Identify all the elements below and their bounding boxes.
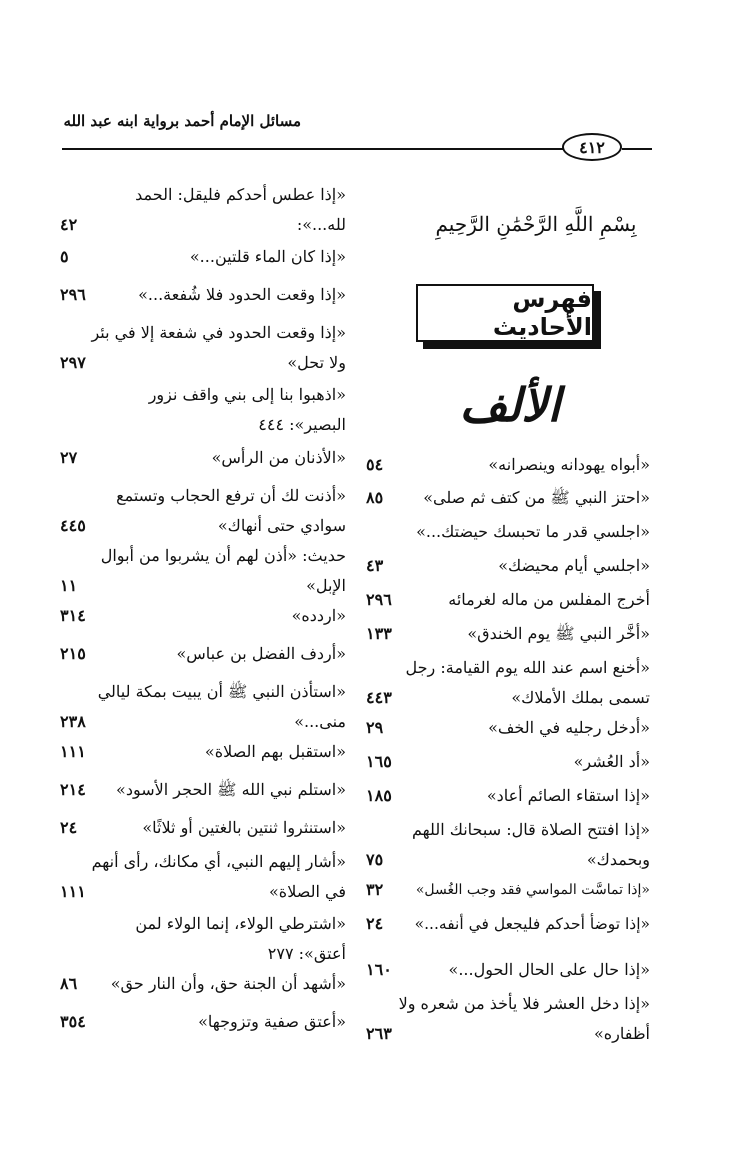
entry-text-continued: لله...»:: [296, 215, 346, 234]
entry-page-number: ٤٤٥: [60, 516, 86, 535]
entry-text: «اجلسي قدر ما تحبسك حيضتك...»: [416, 522, 650, 541]
entry-page-number: ٢٣٨: [60, 712, 86, 731]
entry-page-number: ٤٣: [366, 556, 384, 575]
index-entry: [60, 813, 346, 843]
index-entry: [366, 955, 650, 985]
entry-page-number: ١١: [60, 576, 78, 595]
entry-page-number: ١٦٥: [366, 752, 392, 771]
entry-page-number: ٥: [60, 247, 69, 266]
index-entry: [366, 747, 650, 777]
basmala: بِسْمِ اللَّهِ الرَّحْمَٰنِ الرَّحِيمِ: [435, 212, 637, 236]
index-title: فهرس الأحاديث: [416, 284, 594, 342]
index-entry: [366, 875, 650, 905]
index-entry: [60, 969, 346, 999]
entry-text-continued: في الصلاة»: [269, 882, 346, 901]
entry-text-continued: ولا تحل»: [287, 353, 346, 372]
entry-text: «استلم نبي الله ﷺ الحجر الأسود»: [116, 780, 346, 799]
entry-text: «إذا دخل العشر فلا يأخذ من شعره ولا: [398, 994, 650, 1013]
entry-page-number: ٣٢: [366, 880, 384, 899]
entry-text: «أشهد أن الجنة حق، وأن النار حق»: [110, 974, 346, 993]
entry-page-number: ٢٦٣: [366, 1024, 392, 1043]
entry-page-number: ٨٥: [366, 488, 384, 507]
entry-page-number: ٢١٥: [60, 644, 86, 663]
entry-text: «أشار إليهم النبي، أي مكانك، رأى أنهم: [91, 852, 346, 871]
entry-text: «اردده»: [291, 606, 346, 625]
header-rule: [62, 148, 564, 150]
entry-page-number: ٣٥٤: [60, 1012, 86, 1031]
entry-text: «إذا كان الماء قلتين...»: [189, 247, 346, 266]
index-entry: [60, 242, 346, 272]
index-entry: [366, 653, 650, 707]
index-entry: [366, 585, 650, 615]
index-entry: [366, 781, 650, 811]
index-entry: [366, 713, 650, 743]
index-entry: [366, 551, 650, 581]
entry-text: أخرج المفلس من ماله لغرمائه: [448, 590, 650, 609]
index-entry: [60, 775, 346, 805]
entry-text: «احتز النبي ﷺ من كتف ثم صلى»: [423, 488, 650, 507]
entry-text-continued: أظفاره»: [593, 1024, 650, 1043]
entry-text-continued: منى...»: [294, 712, 346, 731]
entry-page-number: ١١١: [60, 742, 86, 761]
running-title: مسائل الإمام أحمد برواية ابنه عبد الله: [63, 112, 301, 130]
index-entry: [366, 517, 650, 547]
entry-text-continued: تسمى بملك الأملاك»: [511, 688, 650, 707]
entry-text: «أردف الفضل بن عباس»: [176, 644, 346, 663]
entry-text-continued: الإبل»: [306, 576, 346, 595]
entry-page-number: ٤٤٣: [366, 688, 392, 707]
entry-page-number: ٢٩: [366, 718, 384, 737]
index-entry: [60, 847, 346, 901]
index-entry: [60, 443, 346, 473]
entry-text: «أد العُشر»: [573, 752, 650, 771]
entry-page-number: ٢٩٧: [60, 353, 86, 372]
entry-page-number: ٣١٤: [60, 606, 86, 625]
entry-page-number: ٨٦: [60, 974, 78, 993]
index-entry: [60, 677, 346, 731]
entry-text: «إذا توضأ أحدكم فليجعل في أنفه...»: [414, 915, 650, 933]
entry-text: حديث: «أذن لهم أن يشربوا من أبوال: [100, 546, 346, 565]
index-entry: [60, 909, 346, 963]
entry-text: «إذا استقاء الصائم أعاد»: [486, 786, 650, 805]
entry-text: «أذنت لك أن ترفع الحجاب وتستمع: [116, 486, 346, 505]
entry-text: «إذا وقعت الحدود في شفعة إلا في بئر: [91, 323, 346, 342]
entry-page-number: ١٦٠: [366, 960, 392, 979]
entry-page-number: ٢٤: [60, 818, 78, 837]
entry-text-continued: سوادي حتى أنهاك»: [217, 516, 346, 535]
entry-page-number: ١٣٣: [366, 624, 392, 643]
entry-text: «اجلسي أيام محيضك»: [498, 556, 650, 575]
entry-page-number: ٢١٤: [60, 780, 86, 799]
entry-page-number: ١٨٥: [366, 786, 392, 805]
index-entry: [366, 909, 650, 939]
entry-page-number: ٢٩٦: [366, 590, 392, 609]
entry-text: «إذا افتتح الصلاة قال: سبحانك اللهم: [412, 820, 650, 839]
index-entry: [60, 380, 346, 434]
entry-page-number: ٧٥: [366, 850, 384, 869]
entry-text: «أخَّر النبي ﷺ يوم الخندق»: [467, 624, 650, 643]
entry-text-continued: وبحمدك»: [586, 850, 650, 869]
entry-text: «اشترطي الولاء، إنما الولاء لمن: [135, 914, 346, 933]
index-entry: [60, 481, 346, 535]
entry-text: «أخنع اسم عند الله يوم القيامة: رجل: [405, 658, 650, 677]
index-entry: [366, 989, 650, 1043]
entry-page-number: ١١١: [60, 882, 86, 901]
entry-text: «الأذنان من الرأس»: [211, 448, 346, 467]
entry-text: «استقبل بهم الصلاة»: [204, 742, 346, 761]
index-entry: [60, 541, 346, 595]
index-entry: [366, 483, 650, 513]
entry-text: «استأذن النبي ﷺ أن يبيت بمكة ليالي: [97, 682, 346, 701]
entry-page-number: ٥٤: [366, 455, 384, 474]
index-entry: [60, 318, 346, 372]
index-entry: [60, 737, 346, 767]
entry-text: «اذهبوا بنا إلى بني واقف نزور: [148, 385, 346, 404]
entry-page-number: ٢٩٦: [60, 285, 86, 304]
entry-text: «إذا عطس أحدكم فليقل: الحمد: [135, 185, 346, 204]
section-heading: الألف: [459, 378, 561, 432]
entry-text-continued: أعتق»: ٢٧٧: [267, 944, 346, 963]
entry-page-number: ٢٤: [366, 914, 384, 933]
header-rule-right: [622, 148, 652, 150]
entry-text: «إذا تماسَّت المواسي فقد وجب الغُسل»: [415, 882, 650, 898]
index-entry: [366, 619, 650, 649]
index-entry: [60, 280, 346, 310]
entry-text: «إذا وقعت الحدود فلا شُفعة...»: [138, 285, 346, 304]
entry-text: «أعتق صفية وتزوجها»: [198, 1012, 346, 1031]
index-entry: [60, 1007, 346, 1037]
entry-text: «أدخل رجليه في الخف»: [488, 718, 650, 737]
entry-page-number: ٢٧: [60, 448, 78, 467]
index-entry: [60, 180, 346, 234]
entry-page-number: ٤٢: [60, 215, 78, 234]
index-entry: [366, 450, 650, 480]
index-entry: [60, 639, 346, 669]
entry-text: «إذا حال على الحال الحول...»: [448, 960, 650, 979]
index-entry: [60, 601, 346, 631]
page-number: ٤١٢: [562, 133, 622, 161]
entry-text-continued: البصير»: ٤٤٤: [258, 415, 346, 434]
index-entry: [366, 815, 650, 869]
entry-text: «أبواه يهودانه وينصرانه»: [488, 455, 650, 474]
entry-text: «استنثروا ثنتين بالغتين أو ثلاثًا»: [142, 818, 346, 837]
